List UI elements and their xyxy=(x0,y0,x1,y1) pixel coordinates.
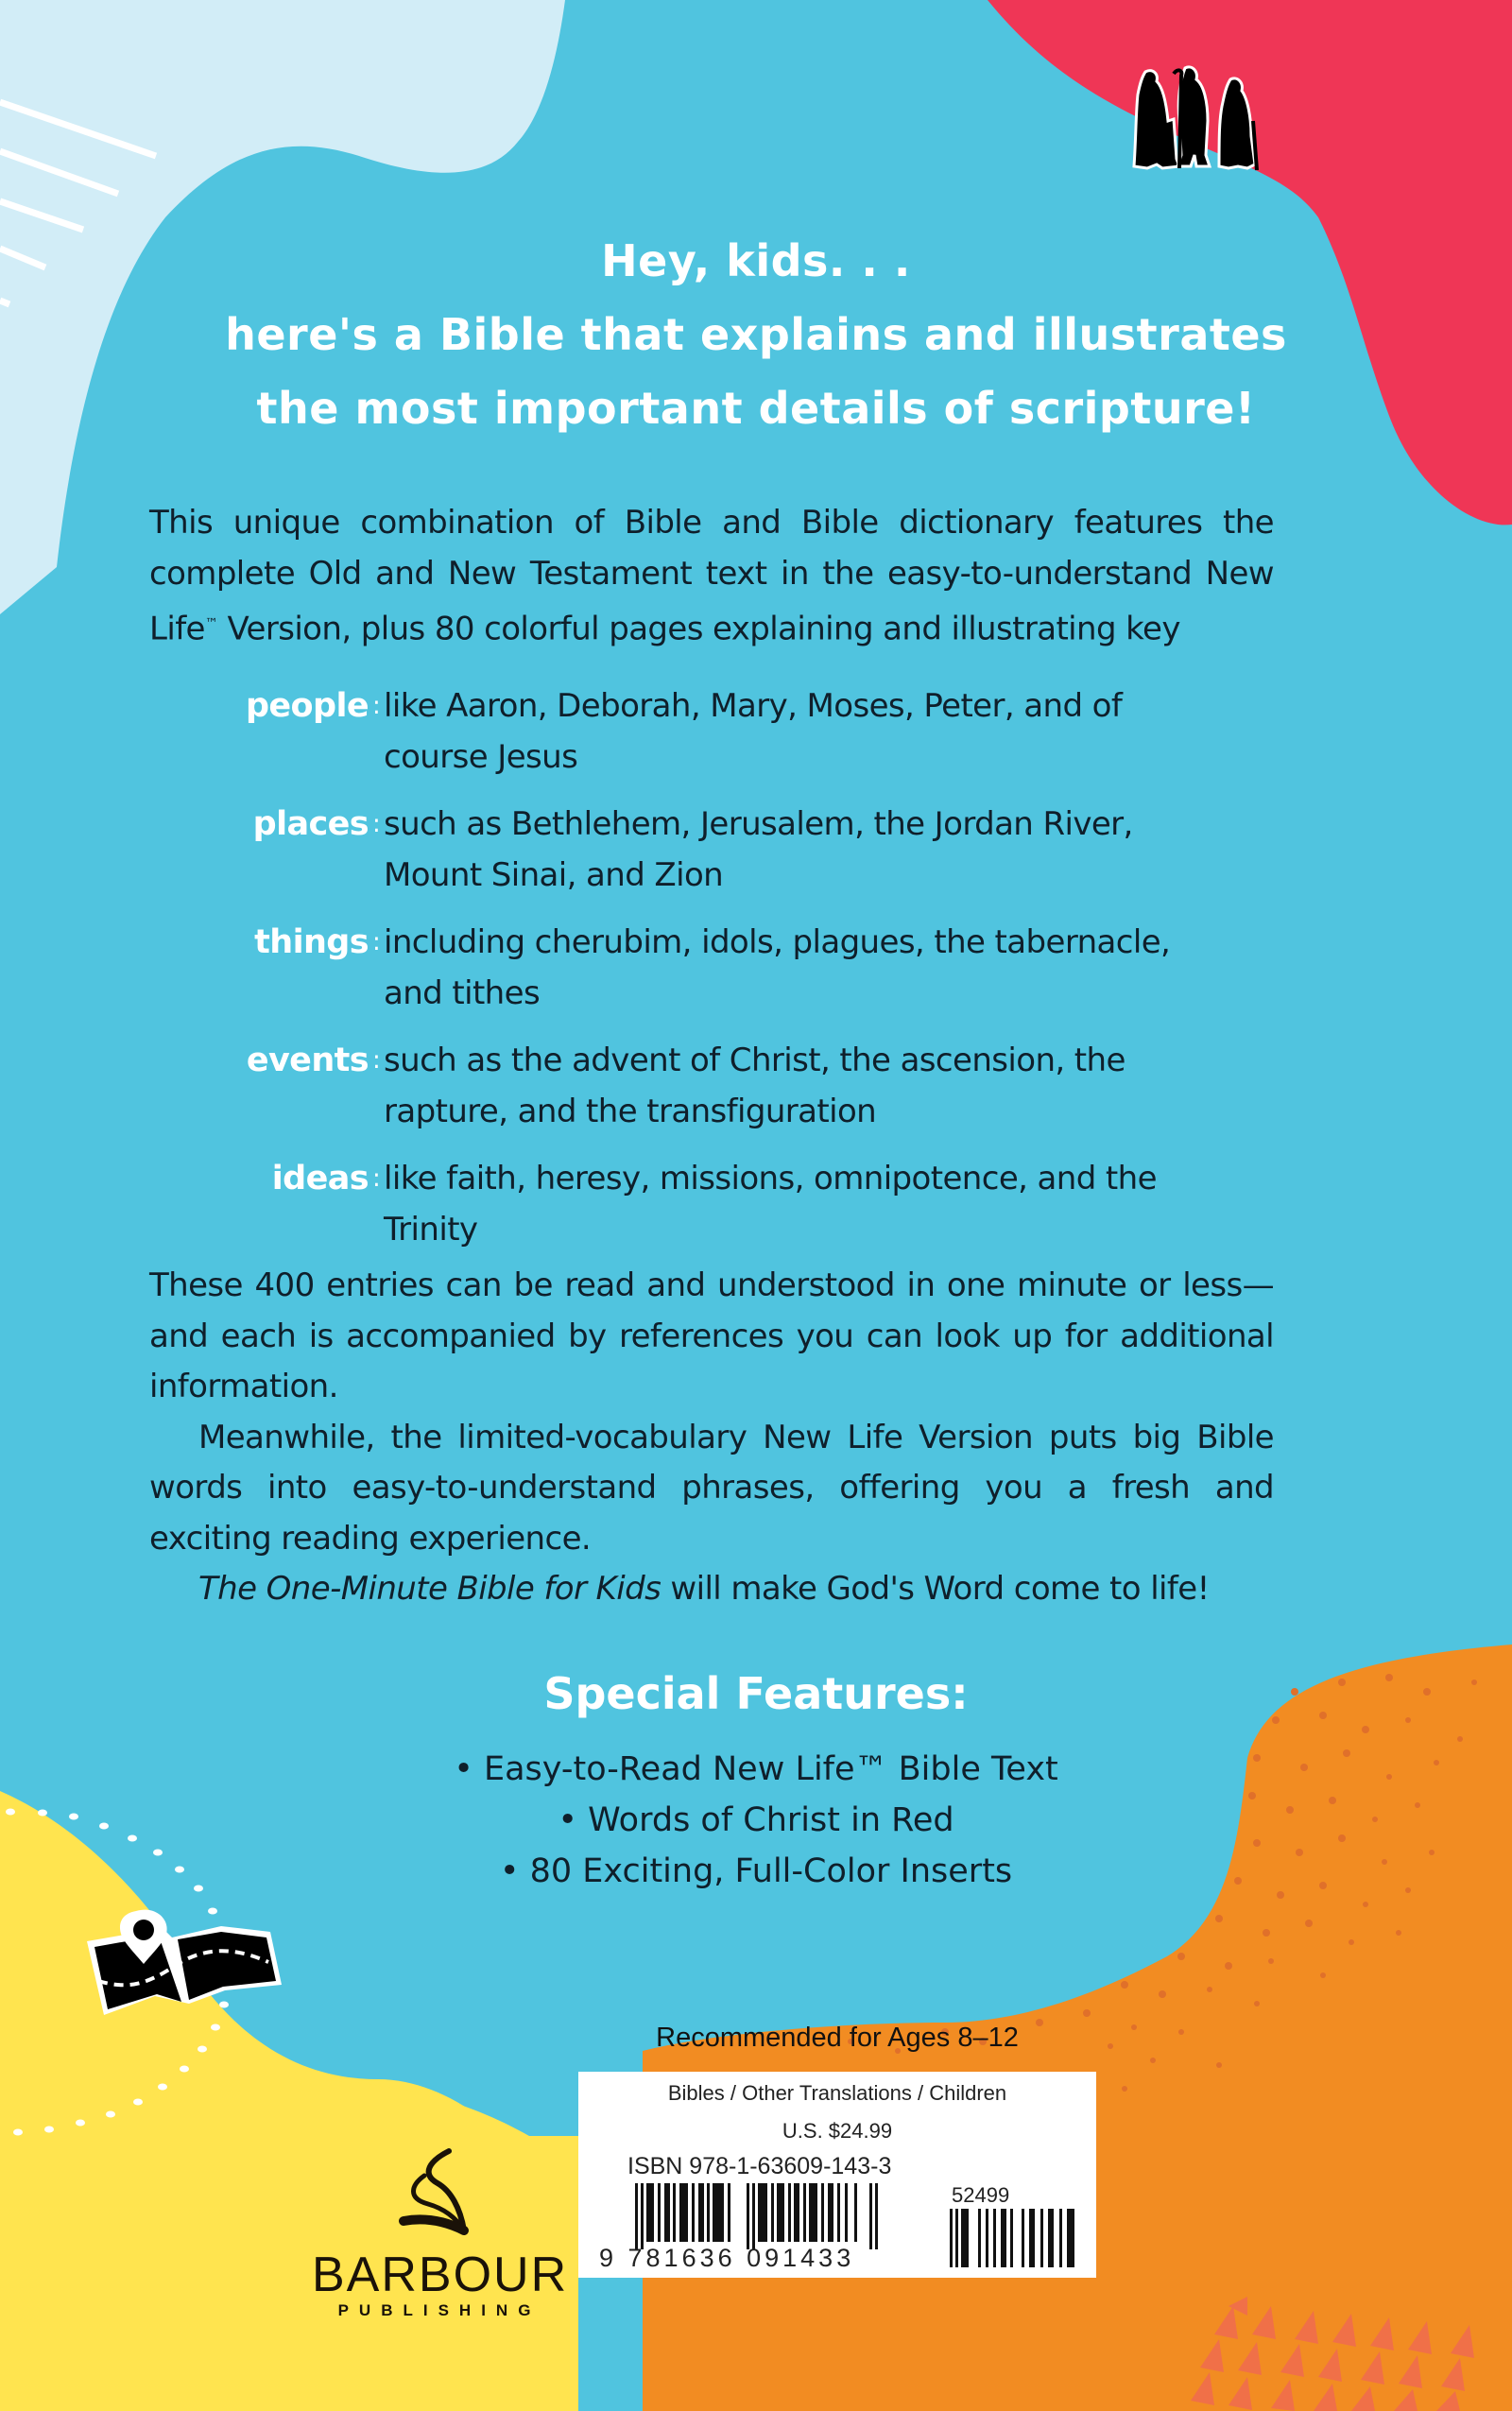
price-addon-code: 52499 xyxy=(952,2183,1010,2207)
feature-item: • Words of Christ in Red xyxy=(558,1801,954,1839)
barbour-book-icon xyxy=(383,2145,487,2240)
definition-text: such as Bethlehem, Jerusalem, the Jordan River, Mount Sinai, and Zion xyxy=(384,805,1133,894)
features-list xyxy=(0,1744,1512,1897)
category: Bibles / Other Translations / Children xyxy=(667,2081,1007,2105)
price: U.S. $24.99 xyxy=(782,2119,893,2143)
definition-text: like faith, heresy, missions, omnipotence, and the Trinity xyxy=(384,1160,1157,1249)
barcode-box xyxy=(578,2072,1096,2278)
publisher-sub: PUBLISHING xyxy=(337,2301,541,2319)
definition-ideas: ideas : like faith, heresy, missions, omnipotence, and the Trinity xyxy=(149,1154,1189,1255)
definition-text: such as the advent of Christ, the ascension, the rapture, and the transfiguration xyxy=(384,1042,1125,1130)
definition-people: people : like Aaron, Deborah, Mary, Moses, Peter, and of course Jesus xyxy=(149,681,1189,783)
definition-text: like Aaron, Deborah, Mary, Moses, Peter, and of course Jesus xyxy=(384,687,1123,776)
isbn-barcode-icon xyxy=(635,2183,890,2249)
headline-line-3: the most important details of scripture! xyxy=(256,383,1256,434)
trademark-symbol: ™ xyxy=(204,616,218,631)
definition-label: ideas xyxy=(271,1160,369,1197)
price-barcode-icon xyxy=(950,2209,1082,2267)
isbn: ISBN 978-1-63609-143-3 xyxy=(627,2153,892,2179)
feature-item: • 80 Exciting, Full-Color Inserts xyxy=(499,1852,1013,1890)
book-title: The One-Minute Bible for Kids xyxy=(198,1570,662,1608)
barcode-digits: 9 781636 091433 xyxy=(599,2244,855,2272)
definition-things: things : including cherubim, idols, plagues, the tabernacle, and tithes xyxy=(149,918,1189,1019)
features-title: Special Features: xyxy=(543,1668,969,1719)
headline xyxy=(0,224,1512,445)
definition-places: places : such as Bethlehem, Jerusalem, the Jordan River, Mount Sinai, and Zion xyxy=(149,800,1189,901)
publisher-name: BARBOUR xyxy=(312,2247,569,2302)
definition-label: people xyxy=(245,687,369,725)
intro-paragraph xyxy=(149,498,1274,655)
three-figures-icon xyxy=(1125,64,1276,178)
definitions-list xyxy=(149,681,1189,1272)
definition-label: things xyxy=(254,923,369,961)
outro-paragraph-2: Meanwhile, the limited-vocabulary New Life Version puts big Bible words into easy-to-understand phrases, offering you a fresh and exciting reading experience. xyxy=(149,1418,1274,1558)
feature-item: • Easy-to-Read New Life™ Bible Text xyxy=(454,1750,1058,1788)
headline-line-2: here's a Bible that explains and illustrates xyxy=(225,309,1287,360)
map-pin-icon xyxy=(83,1909,282,2032)
intro-text: This unique combination of Bible and Bible dictionary features the complete Old and New Testament text in the easy-to-understand New Life xyxy=(149,504,1274,648)
outro-paragraph-1: These 400 entries can be read and understood in one minute or less—and each is accompanied by references you can look up for additional information. xyxy=(149,1266,1274,1405)
definition-label: places xyxy=(252,805,369,843)
definition-text: including cherubim, idols, plagues, the tabernacle, and tithes xyxy=(384,923,1171,1012)
outro-paragraph-3: The One-Minute Bible for Kids will make God's Word come to life! xyxy=(198,1570,1210,1608)
definition-events: events : such as the advent of Christ, the ascension, the rapture, and the transfiguration xyxy=(149,1036,1189,1137)
outro-paragraphs xyxy=(149,1261,1274,1615)
intro-text-end: Version, plus 80 colorful pages explaining and illustrating key xyxy=(217,610,1180,648)
definition-label: events xyxy=(246,1042,369,1079)
publisher-logo xyxy=(312,2145,569,2320)
headline-line-1: Hey, kids. . . xyxy=(601,235,911,286)
age-recommendation: Recommended for Ages 8–12 xyxy=(656,2023,1019,2053)
